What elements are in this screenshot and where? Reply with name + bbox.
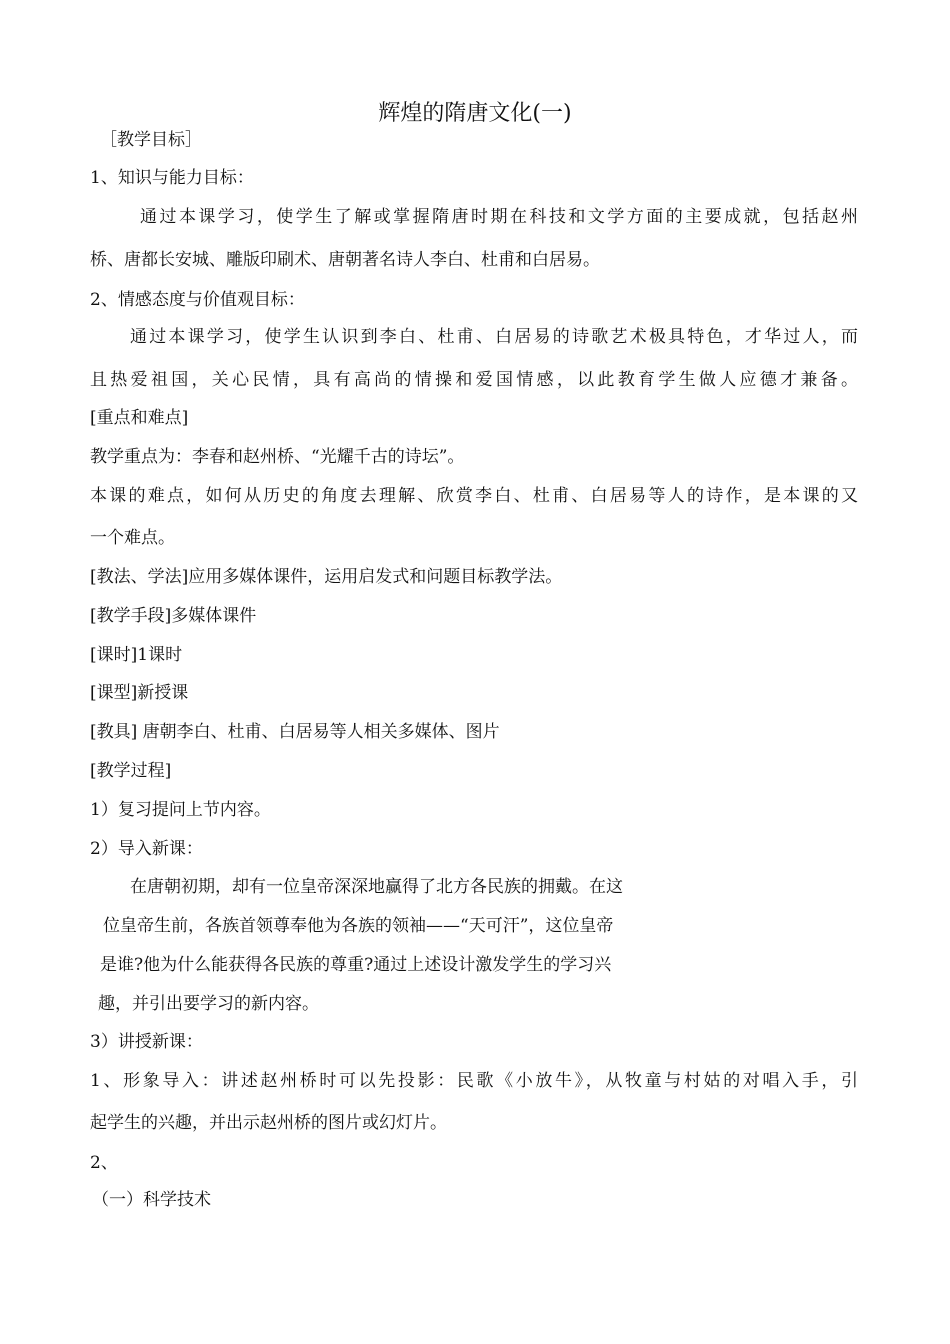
goal-knowledge-heading: 1、知识与能力目标： [90, 168, 254, 188]
paragraph-line: 桥、唐都长安城、雕版印刷术、唐朝著名诗人李白、杜甫和白居易。 [90, 250, 600, 270]
subsection-heading: （一）科学技术 [92, 1190, 211, 1210]
document-title: 辉煌的隋唐文化(一) [378, 101, 572, 126]
paragraph-line: 起学生的兴趣，并出示赵州桥的图片或幻灯片。 [90, 1113, 447, 1133]
section-heading-teaching-process: [教学过程] [90, 761, 172, 781]
goal-emotion-heading: 2、情感态度与价值观目标： [90, 290, 305, 310]
section-heading-teaching-goals: ［教学目标］ [100, 130, 202, 150]
lesson-type-line: [课型]新授课 [90, 683, 189, 703]
paragraph-line: 通过本课学习，使学生认识到李白、杜甫、白居易的诗歌艺术极具特色，才华过人，而 [130, 327, 858, 347]
list-number-line: 2、 [90, 1153, 118, 1173]
class-hours-line: [课时]1课时 [90, 645, 183, 665]
teaching-aids-line: [教具] 唐朝李白、杜甫、白居易等人相关多媒体、图片 [90, 722, 500, 742]
process-step-line: 2）导入新课： [90, 839, 203, 859]
paragraph-line: 位皇帝生前，各族首领尊奉他为各族的领袖——“天可汗”，这位皇帝 [103, 916, 614, 936]
paragraph-line: 教学重点为：李春和赵州桥、“光耀千古的诗坛”。 [90, 447, 465, 467]
paragraph-line: 在唐朝初期，却有一位皇帝深深地赢得了北方各民族的拥戴。在这 [130, 877, 623, 897]
section-heading-key-points: [重点和难点] [90, 408, 189, 428]
process-step-line: 1）复习提问上节内容。 [90, 800, 271, 820]
paragraph-line: 是谁?他为什么能获得各民族的尊重?通过上述设计激发学生的学习兴 [100, 955, 612, 975]
paragraph-line: 且热爱祖国，关心民情，具有高尚的情操和爱国情感，以此教育学生做人应德才兼备。 [90, 370, 858, 390]
paragraph-line: 一个难点。 [90, 528, 175, 548]
paragraph-line: 1、形象导入：讲述赵州桥时可以先投影：民歌《小放牛》，从牧童与村姑的对唱入手，引 [90, 1071, 858, 1091]
process-step-line: 3）讲授新课： [90, 1032, 203, 1052]
paragraph-line: 通过本课学习，使学生了解或掌握隋唐时期在科技和文学方面的主要成就，包括赵州 [140, 207, 858, 227]
paragraph-line: 趣，并引出要学习的新内容。 [98, 994, 319, 1014]
teaching-method-line: [教法、学法]应用多媒体课件，运用启发式和问题目标教学法。 [90, 567, 563, 587]
teaching-means-line: [教学手段]多媒体课件 [90, 606, 257, 626]
paragraph-line: 本课的难点，如何从历史的角度去理解、欣赏李白、杜甫、白居易等人的诗作，是本课的又 [90, 486, 858, 506]
